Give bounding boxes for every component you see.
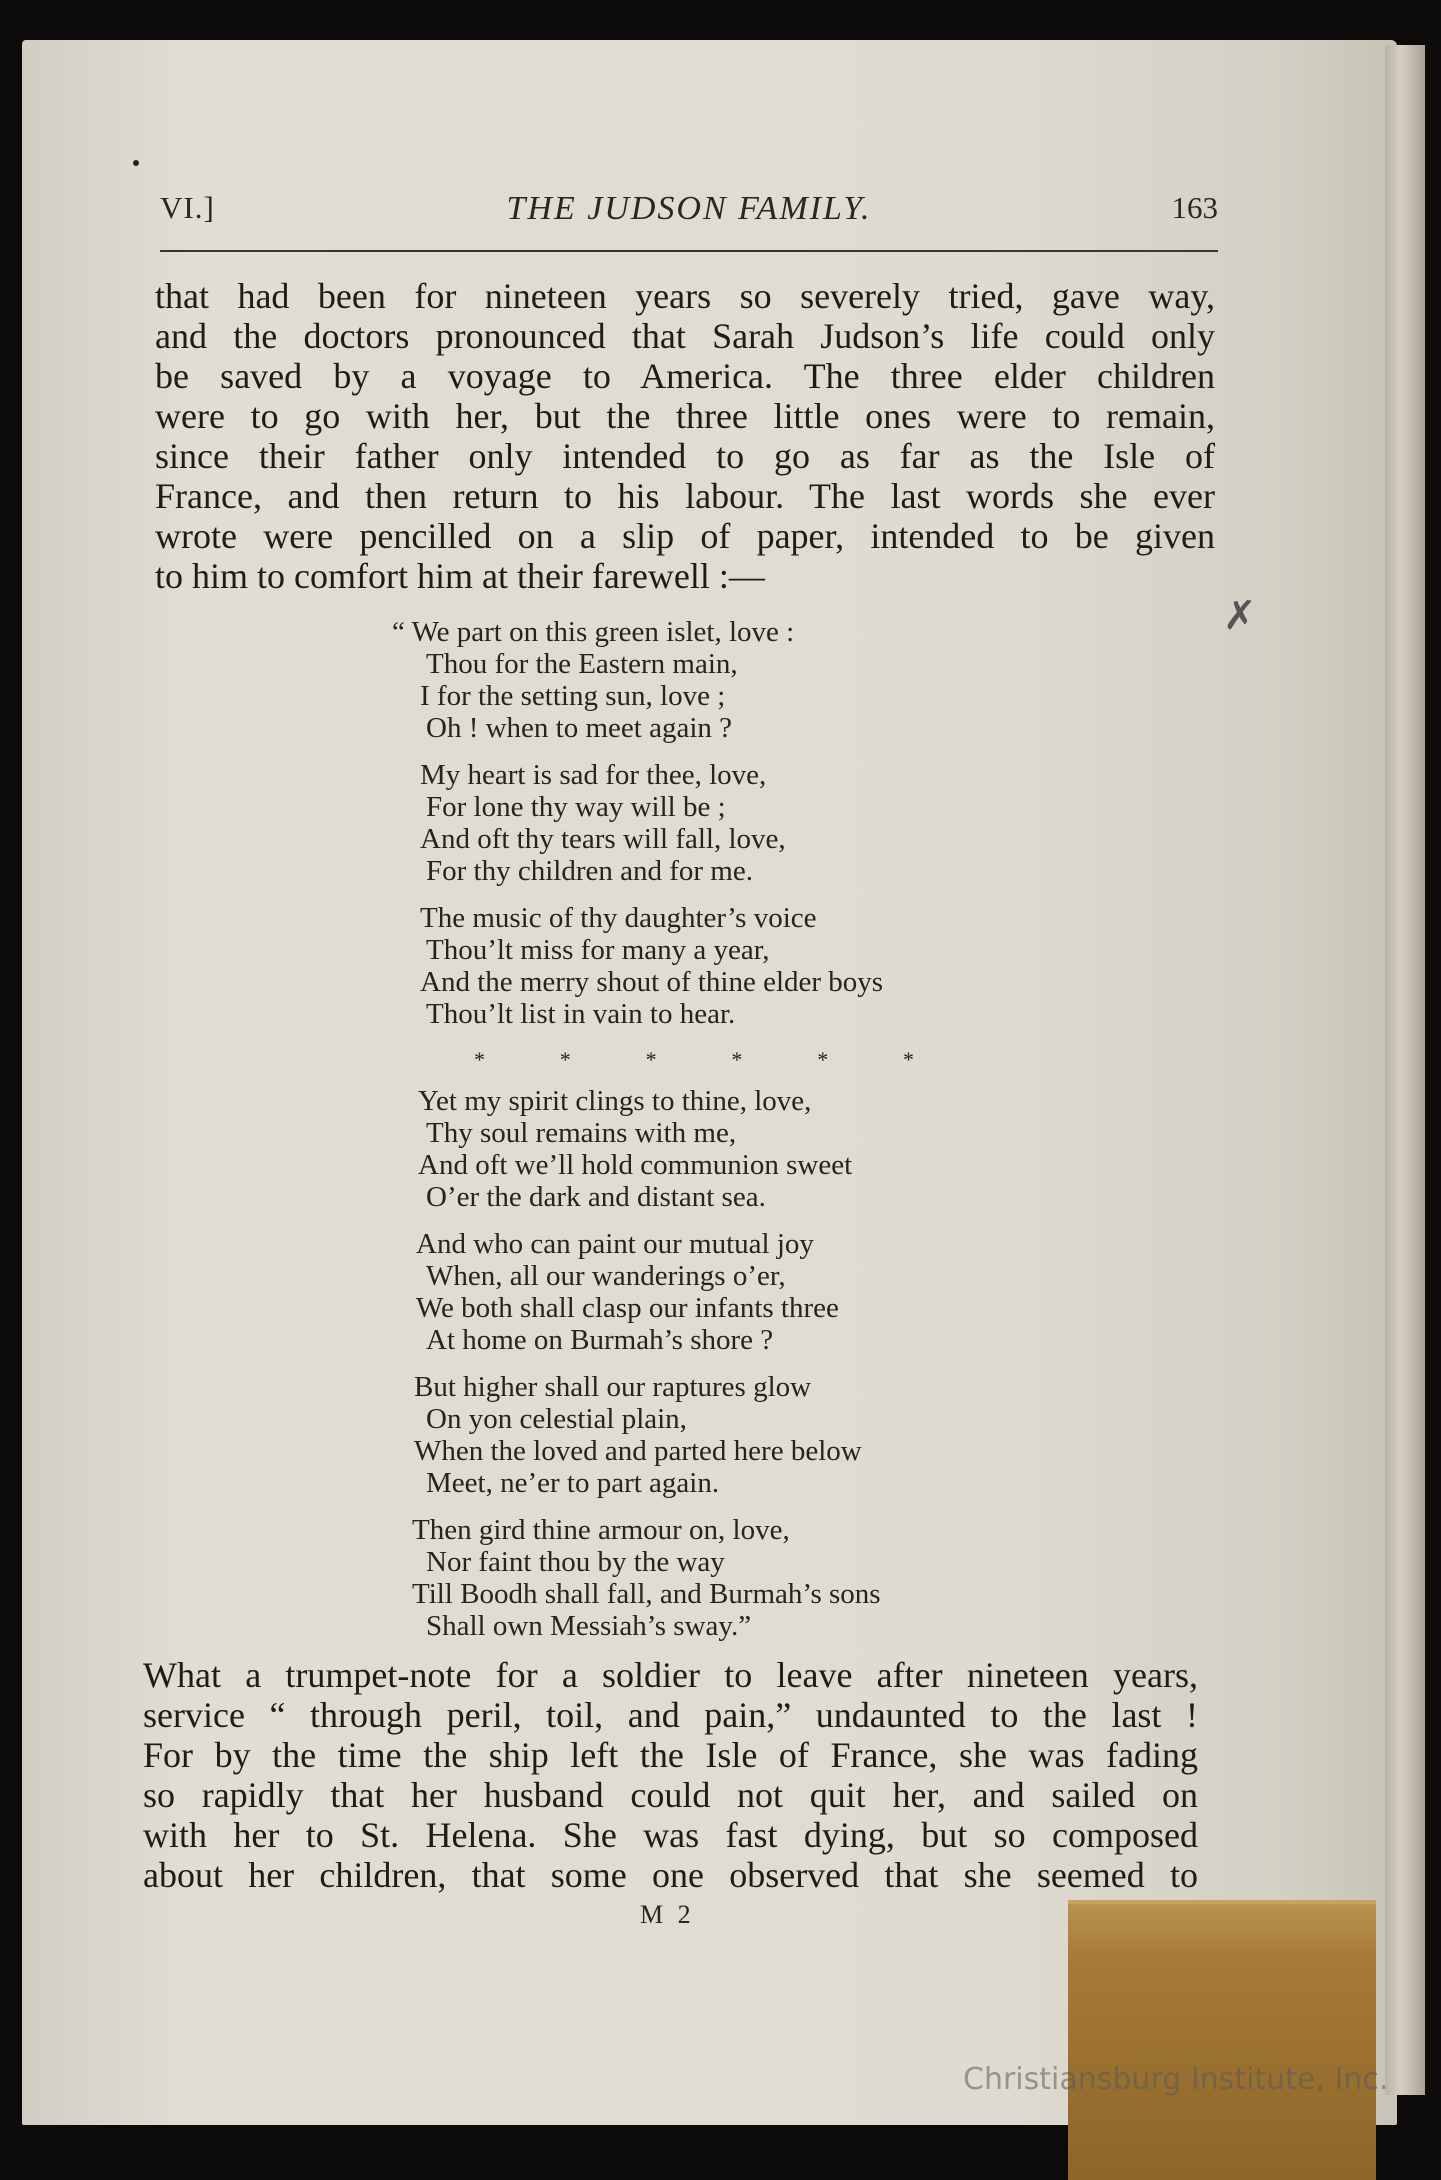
stanza-4 bbox=[392, 1085, 1032, 1213]
poem-line: Thou’lt miss for many a year, bbox=[426, 934, 770, 966]
signature-mark: M 2 bbox=[640, 1900, 695, 1929]
text-line: about her children, that some one observed that she seemed to bbox=[143, 1855, 1198, 1895]
poem-line: Thou for the Eastern main, bbox=[426, 648, 738, 680]
star: * bbox=[559, 1047, 571, 1072]
poem-line: And oft we’ll hold communion sweet bbox=[418, 1149, 853, 1181]
poem-line: Yet my spirit clings to thine, love, bbox=[418, 1085, 812, 1117]
poem-line: Till Boodh shall fall, and Burmah’s sons bbox=[412, 1578, 881, 1610]
text-line: For by the time the ship left the Isle of France, she was fading bbox=[143, 1735, 1198, 1775]
poem-line: My heart is sad for thee, love, bbox=[420, 759, 767, 791]
text-line: service “ through peril, toil, and pain,” undaunted to the last ! bbox=[143, 1695, 1198, 1735]
poem bbox=[392, 616, 1032, 1657]
poem-line: “ We part on this green islet, love : bbox=[392, 616, 795, 648]
brass-page-weight bbox=[1068, 1900, 1376, 2180]
star: * bbox=[902, 1047, 914, 1072]
poem-line: We both shall clasp our infants three bbox=[416, 1292, 839, 1324]
text-line: so rapidly that her husband could not quit her, and sailed on bbox=[143, 1775, 1198, 1815]
star: * bbox=[474, 1047, 485, 1072]
poem-line: Nor faint thou by the way bbox=[426, 1546, 725, 1578]
text-line: What a trumpet-note for a soldier to leave after nineteen years, bbox=[143, 1655, 1198, 1695]
poem-line: For lone thy way will be ; bbox=[426, 791, 726, 823]
stanza-6 bbox=[392, 1371, 1032, 1499]
star: * bbox=[817, 1047, 829, 1072]
stanza-1 bbox=[392, 616, 1032, 744]
prose-bottom bbox=[143, 1655, 1198, 1895]
poem-line: I for the setting sun, love ; bbox=[420, 680, 726, 712]
poem-line: For thy children and for me. bbox=[426, 855, 753, 887]
poem-line: Oh ! when to meet again ? bbox=[426, 712, 733, 744]
stanza-3 bbox=[392, 902, 1032, 1030]
text-line: be saved by a voyage to America. The three elder children bbox=[155, 356, 1215, 396]
poem-line: Meet, ne’er to part again. bbox=[426, 1467, 720, 1499]
chapter-number: VI.] bbox=[160, 190, 215, 225]
stanza-7 bbox=[392, 1514, 1032, 1642]
poem-line: O’er the dark and distant sea. bbox=[426, 1181, 766, 1213]
text-line: that had been for nineteen years so severely tried, gave way, bbox=[155, 276, 1215, 316]
poem-line: On yon celestial plain, bbox=[426, 1403, 687, 1435]
poem-line: And oft thy tears will fall, love, bbox=[420, 823, 786, 855]
text-line: wrote were pencilled on a slip of paper, intended to be given bbox=[155, 516, 1215, 556]
page-edge bbox=[1385, 45, 1425, 2095]
text-line: with her to St. Helena. She was fast dying, but so composed bbox=[143, 1815, 1198, 1855]
page-number: 163 bbox=[1171, 190, 1218, 225]
poem-line: Thou’lt list in vain to hear. bbox=[426, 998, 736, 1030]
poem-line: At home on Burmah’s shore ? bbox=[426, 1324, 774, 1356]
text-line: to him to comfort him at their farewell :— bbox=[155, 556, 765, 596]
star: * bbox=[645, 1047, 657, 1072]
poem-line: And who can paint our mutual joy bbox=[416, 1228, 814, 1260]
text-line: France, and then return to his labour. The last words she ever bbox=[155, 476, 1215, 516]
stanza-5 bbox=[392, 1228, 1032, 1356]
watermark: Christiansburg Institute, Inc. bbox=[963, 2062, 1389, 2097]
poem-line: But higher shall our raptures glow bbox=[414, 1371, 812, 1403]
poem-line: The music of thy daughter’s voice bbox=[420, 902, 817, 934]
text-line: since their father only intended to go as far as the Isle of bbox=[155, 436, 1215, 476]
stanza-2 bbox=[392, 759, 1032, 887]
poem-line: And the merry shout of thine elder boys bbox=[420, 966, 884, 998]
asterism bbox=[474, 1045, 914, 1075]
poem-line: Then gird thine armour on, love, bbox=[412, 1514, 790, 1546]
poem-line: When, all our wanderings o’er, bbox=[426, 1260, 786, 1292]
running-title: THE JUDSON FAMILY. bbox=[506, 190, 872, 227]
poem-line: When the loved and parted here below bbox=[414, 1435, 862, 1467]
ink-dot bbox=[133, 160, 139, 166]
running-header bbox=[160, 190, 1218, 252]
text-line: were to go with her, but the three little ones were to remain, bbox=[155, 396, 1215, 436]
pencil-margin-mark: ✗ bbox=[1223, 593, 1257, 639]
text-line: and the doctors pronounced that Sarah Judson’s life could only bbox=[155, 316, 1215, 356]
poem-line: Thy soul remains with me, bbox=[426, 1117, 737, 1149]
prose-top bbox=[155, 276, 1215, 596]
poem-line: Shall own Messiah’s sway.” bbox=[426, 1610, 752, 1642]
star: * bbox=[731, 1047, 743, 1072]
